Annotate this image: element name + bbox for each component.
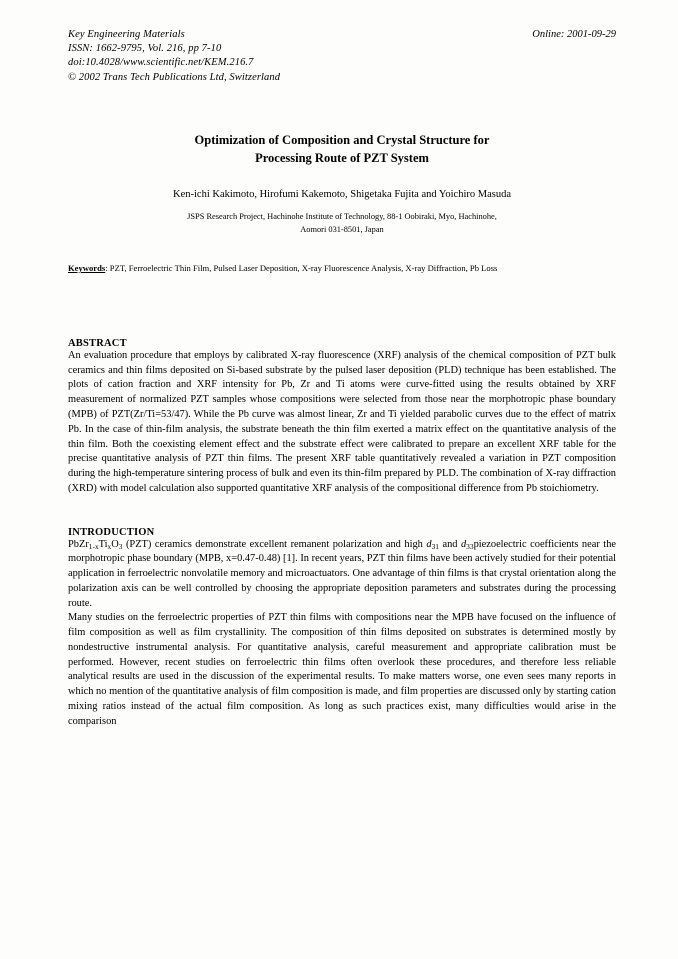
keywords-block	[68, 262, 598, 276]
formula-o: O	[111, 538, 119, 550]
title-line-1: Optimization of Composition and Crystal Structure for	[194, 132, 490, 147]
intro-text-2: piezoelectric coefficients near the morphotropic phase boundary (MPB, x=0.47-0.48) [1]. In recent years, PZT thin films have been actively studied for their potential application in ferroelectric nonvolatile memory and microactuators. One advantage of thin films is that crystal orientation along the polarization axis can be well controlled by choosing the appropriate deposition parameters and substrates during the processing route.	[68, 538, 616, 609]
symbol-d31-sub: 31	[431, 541, 439, 551]
affiliation-line-2: Aomori 031-8501, Japan	[300, 224, 384, 234]
journal-title: Key Engineering Materials	[68, 29, 185, 40]
journal-copyright: © 2002 Trans Tech Publications Ltd, Switzerland	[68, 71, 281, 83]
title-line-2: Processing Route of PZT System	[255, 150, 429, 165]
intro-text-1: (PZT) ceramics demonstrate excellent remanent polarization and high	[122, 538, 427, 550]
symbol-d31: d	[426, 538, 432, 550]
journal-doi: doi:10.4028/www.scientific.net/KEM.216.7	[68, 57, 254, 69]
page-content	[68, 28, 616, 730]
keywords-label: Keywords	[68, 263, 106, 274]
formula-ti: Ti	[98, 538, 108, 550]
author-list: Ken-ichi Kakimoto, Hirofumi Kakemoto, Shigetaka Fujita and Yoichiro Masuda	[173, 188, 511, 200]
introduction-paragraph-1	[68, 538, 616, 612]
abstract-text: An evaluation procedure that employs by calibrated X-ray fluorescence (XRF) analysis of the chemical composition of PZT bulk ceramics and thin films deposited on Si-based substrate by the pulsed laser deposition (PLD) technique has been established. The plots of cation fraction and XRF intensity for Pb, Zr and Ti atoms were curve-fitted using the results obtained by XRF measurement of normalized PZT samples whose compositions were selected from those near the morphotropic phase boundary (MPB) of PZT(Zr/Ti=53/47). While the Pb curve was almost linear, Zr and Ti yielded parabolic curves due to the effect of matrix Pb. In the case of thin-film analysis, the substrate beneath the thin film exerted a matrix effect on the quantitative analysis of the thin film. Both the coexisting element effect and the substrate effect were calibrated to prepare an excellent XRF table for the precise quantitative analysis of PZT thin films. The present XRF table quantitatively revealed a variation in PZT composition during the high-temperature sintering process of bulk and even its thin-film prepared by PLD. The combination of X-ray diffraction (XRD) with model calculation also supported quantitative XRF analysis of the compositional difference from Pb stoichiometry.	[68, 349, 616, 494]
header	[68, 28, 616, 85]
symbol-d33: d	[460, 538, 467, 550]
introduction-heading: INTRODUCTION	[68, 526, 155, 538]
symbol-d33-sub: 33	[466, 541, 474, 551]
affiliation-line-1: JSPS Research Project, Hachinohe Institute of Technology, 88-1 Oobiraki, Myo, Hachinohe,	[187, 211, 497, 221]
abstract-heading: ABSTRACT	[68, 337, 127, 349]
keywords-text: : PZT, Ferroelectric Thin Film, Pulsed Laser Deposition, X-ray Fluorescence Analysis, X-ray Diffraction, Pb Loss	[105, 263, 498, 274]
introduction-paragraph-2: Many studies on the ferroelectric properties of PZT thin films with compositions near the MPB have focused on the influence of film composition as well as film crystallinity. The composition of thin films deposited on substrates is determined mostly by nondestructive instrumental analysis. For quantitative analysis, careful measurement and appropriate calibration must be performed. However, recent studies on ferroelectric thin films often overlook these procedures, and therefore less reliable analytical results are used in the discussion of the experimental results. To make matters worse, one even sees many reports in which no mention of the quantitative analysis of film composition is made, and film properties are discussed only by starting cation mixing ratios instead of the actual film composition. As long as such practices exist, many difficulties would arise in the comparison	[68, 612, 616, 727]
intro-text-and: and	[438, 538, 461, 550]
journal-info	[68, 28, 280, 85]
formula-sub-x: x	[107, 541, 112, 551]
formula-sub-3: 3	[118, 541, 123, 551]
formula-sub-1x: 1-x	[88, 541, 99, 551]
affiliation	[68, 211, 616, 236]
formula-pzt-pre: PbZr	[68, 538, 89, 550]
online-date: Online: 2001-09-29	[532, 29, 616, 40]
journal-issn-volume: ISSN: 1662-9795, Vol. 216, pp 7-10	[68, 43, 222, 55]
page-title	[68, 131, 616, 167]
